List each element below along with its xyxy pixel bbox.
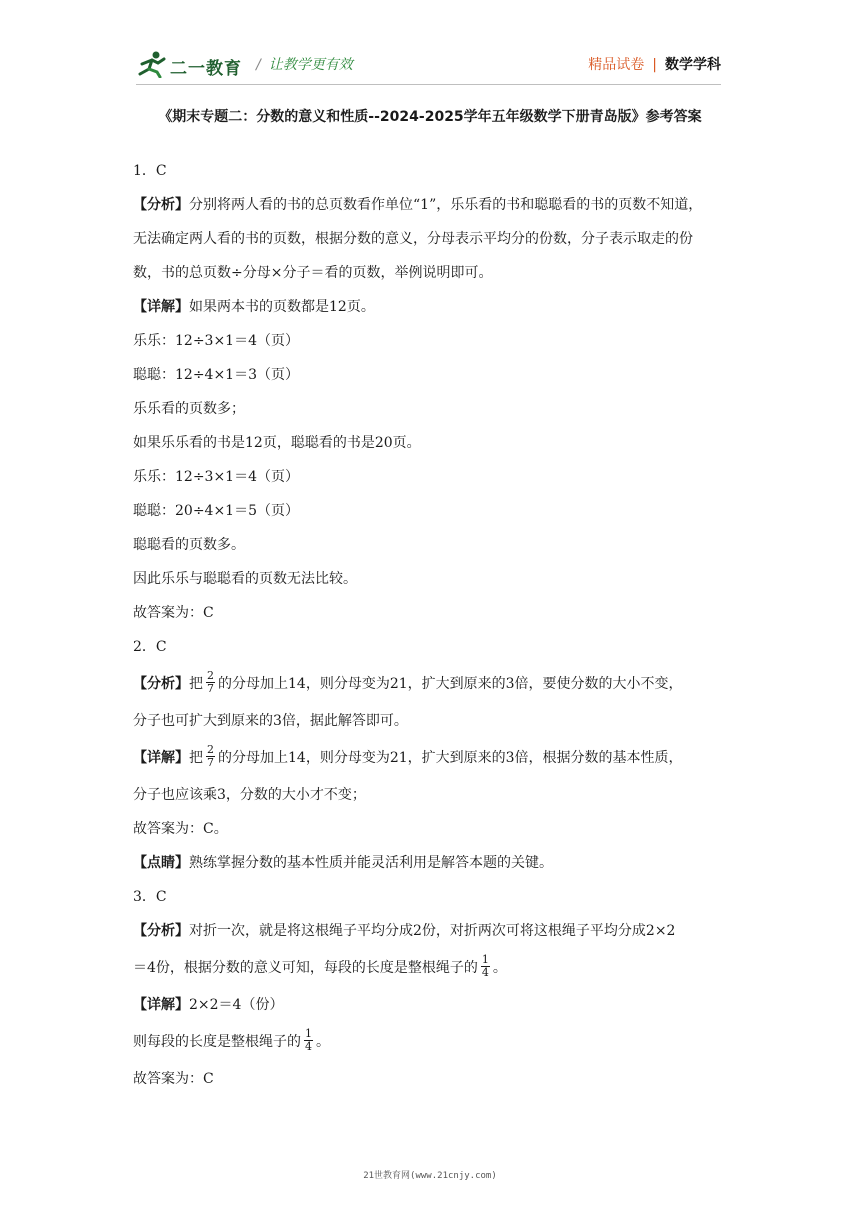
q3-detail-text: 2×2＝4（份） xyxy=(189,997,284,1013)
q3-analysis-line1: 对折一次，就是将这根绳子平均分成2份，对折两次可将这根绳子平均分成2×2 xyxy=(189,923,676,939)
fraction-numerator: 1 xyxy=(305,1026,312,1040)
analysis-tag: 【分析】 xyxy=(133,676,189,692)
q1-line: 聪聪：12÷4×1＝3（页） xyxy=(133,367,299,383)
q1-line: 聪聪：20÷4×1＝5（页） xyxy=(133,503,299,519)
q2-detail-rest: 的分母加上14，则分母变为21，扩大到原来的3倍，根据分数的基本性质， xyxy=(218,750,683,766)
fraction xyxy=(481,954,490,979)
q3-detail-line2 xyxy=(133,1022,727,1062)
q1-number: 1．C xyxy=(133,163,167,179)
q3-analysis-line2-text: ＝4份，根据分数的意义可知，每段的长度是整根绳子的 xyxy=(133,960,478,976)
detail-tag: 【详解】 xyxy=(133,997,189,1013)
slogan: / 让教学更有效 xyxy=(256,57,353,73)
header-separator: | xyxy=(652,57,657,73)
q1-line: 聪聪看的页数多。 xyxy=(133,537,245,553)
q1-line: 乐乐看的页数多； xyxy=(133,401,245,417)
fraction-denominator: 4 xyxy=(481,965,489,979)
answer-content xyxy=(133,154,727,1096)
fraction-denominator: 7 xyxy=(207,681,214,695)
fraction-denominator: 7 xyxy=(207,755,214,769)
q2-detail xyxy=(133,738,727,778)
q2-ba: 把 xyxy=(189,676,203,692)
fraction-numerator: 2 xyxy=(207,742,214,756)
detail-tag: 【详解】 xyxy=(133,299,189,315)
fraction-denominator: 4 xyxy=(305,1039,312,1053)
page-footer: 21世教育网(www.21cnjy.com) xyxy=(363,1171,497,1181)
header-divider xyxy=(136,84,721,85)
page-header xyxy=(136,48,721,82)
q2-note xyxy=(133,846,727,880)
q3-answer: 故答案为：C xyxy=(133,1071,214,1087)
q1-answer: 故答案为：C xyxy=(133,605,214,621)
fraction xyxy=(206,670,215,695)
q2-analysis-line2: 分子也可扩大到原来的3倍，据此解答即可。 xyxy=(133,713,408,729)
document-title: 《期末专题二：分数的意义和性质--2024-2025学年五年级数学下册青岛版》参考答案 xyxy=(158,109,702,125)
q1-analysis-line3: 数，书的总页数÷分母×分子＝看的页数，举例说明即可。 xyxy=(133,265,493,281)
analysis-tag: 【分析】 xyxy=(133,197,189,213)
label-subject: 数学学科 xyxy=(665,57,721,73)
q2-analysis-rest: 的分母加上14，则分母变为21，扩大到原来的3倍，要使分数的大小不变， xyxy=(218,676,683,692)
q2-ba: 把 xyxy=(189,750,203,766)
q3-analysis-line2 xyxy=(133,948,727,988)
period: 。 xyxy=(492,960,507,976)
q1-line: 乐乐：12÷3×1＝4（页） xyxy=(133,469,299,485)
detail-tag: 【详解】 xyxy=(133,750,189,766)
analysis-tag: 【分析】 xyxy=(133,923,189,939)
header-labels xyxy=(588,54,721,74)
q2-detail-line2: 分子也应该乘3，分数的大小才不变； xyxy=(133,787,366,803)
label-premium: 精品试卷 xyxy=(588,57,645,73)
q3-detail-line2-text: 则每段的长度是整根绳子的 xyxy=(133,1034,301,1050)
fraction xyxy=(304,1028,313,1053)
q1-analysis-line2: 无法确定两人看的书的页数，根据分数的意义，分母表示平均分的份数，分子表示取走的份 xyxy=(133,231,693,247)
q2-number: 2．C xyxy=(133,639,167,655)
q1-analysis xyxy=(133,188,727,222)
q1-detail xyxy=(133,290,727,324)
q1-line: 乐乐：12÷3×1＝4（页） xyxy=(133,333,299,349)
fraction-numerator: 1 xyxy=(481,952,489,966)
q2-answer: 故答案为：C。 xyxy=(133,821,228,837)
fraction xyxy=(206,744,215,769)
brand-logo xyxy=(136,50,246,78)
q2-analysis xyxy=(133,664,727,704)
slogan-text: 让教学更有效 xyxy=(268,57,353,73)
q1-analysis-line1: 分别将两人看的书的总页数看作单位“1”，乐乐看的书和聪聪看的书的页数不知道， xyxy=(189,197,703,213)
runner-icon xyxy=(136,50,170,78)
q1-detail-text: 如果两本书的页数都是12页。 xyxy=(189,299,375,315)
fraction-numerator: 2 xyxy=(207,668,214,682)
q1-line: 如果乐乐看的书是12页，聪聪看的书是20页。 xyxy=(133,435,421,451)
period: 。 xyxy=(316,1034,330,1050)
logo-text: 二一教育 xyxy=(170,59,242,79)
q3-detail xyxy=(133,988,727,1022)
q3-number: 3．C xyxy=(133,889,167,905)
q1-line: 因此乐乐与聪聪看的页数无法比较。 xyxy=(133,571,357,587)
note-tag: 【点睛】 xyxy=(133,855,189,871)
q2-note-text: 熟练掌握分数的基本性质并能灵活利用是解答本题的关键。 xyxy=(189,855,553,871)
q3-analysis xyxy=(133,914,727,948)
